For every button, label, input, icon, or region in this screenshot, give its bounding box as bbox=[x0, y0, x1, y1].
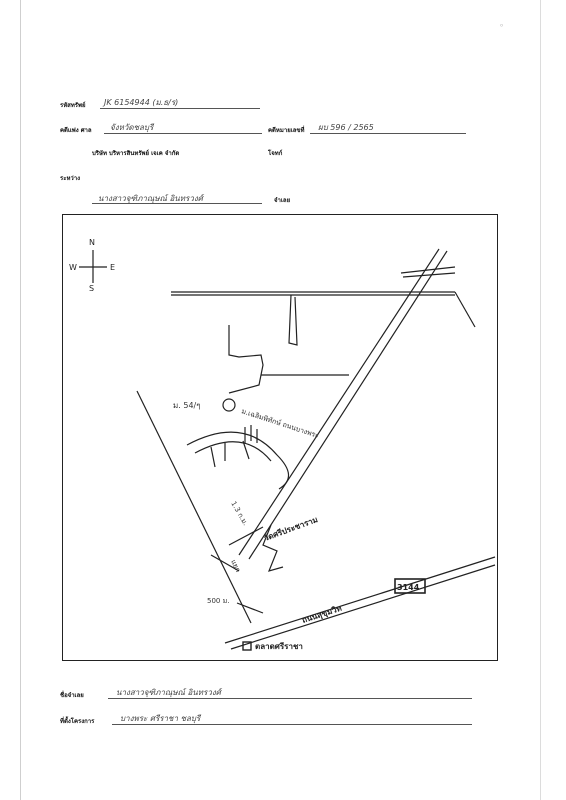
defendant-name-underline bbox=[108, 698, 472, 699]
property-marker bbox=[223, 399, 235, 411]
road-branch-right bbox=[455, 292, 475, 327]
compass-east: E bbox=[110, 263, 116, 272]
label-highway: ถนนสุขุมวิท bbox=[300, 603, 343, 625]
between-underline bbox=[92, 203, 262, 204]
defendant-role: จำเลย bbox=[274, 197, 291, 204]
court-underline bbox=[104, 133, 262, 134]
label-road-name: ม.เฉลิมพิทักษ์ ถนนบางพระ bbox=[240, 407, 320, 440]
compass-south: S bbox=[89, 284, 95, 293]
between-label: ระหว่าง bbox=[60, 175, 81, 182]
case-no-label: คดีหมายเลขที่ bbox=[268, 127, 305, 134]
page-edge-right bbox=[540, 0, 541, 800]
location-map bbox=[62, 214, 498, 661]
label-temple: วัดศรีประชาราม bbox=[262, 515, 319, 543]
arrow-2 bbox=[237, 603, 263, 613]
contract-no-label: รหัสทรัพย์ bbox=[60, 102, 86, 109]
map-drawing bbox=[63, 215, 497, 660]
case-no-value: ผบ 596 / 2565 bbox=[318, 123, 374, 132]
corner-mark: ᵒ bbox=[500, 22, 504, 31]
court-label: คดีแพ่ง ศาล bbox=[60, 127, 92, 134]
label-distance-2: 500 ม. bbox=[207, 597, 230, 605]
label-route-no: 3144 bbox=[397, 583, 420, 592]
label-distance-1: 1.3 ก.ม. bbox=[229, 500, 250, 528]
contract-no-underline bbox=[100, 108, 260, 109]
road-curve bbox=[187, 432, 289, 489]
defendant-name-value: นางสาวจุฑิภาณุษณ์ อินทรวงศ์ bbox=[116, 688, 221, 697]
compass-north: N bbox=[89, 238, 95, 247]
plaintiff-name: บริษัท บริหารสินทรัพย์ เจเค จำกัด bbox=[92, 150, 180, 157]
road-spur bbox=[289, 295, 297, 345]
road-property-access bbox=[229, 325, 263, 393]
case-no-underline bbox=[310, 133, 466, 134]
arrow-1 bbox=[229, 527, 263, 545]
contract-no-value: JK 6154944 (ม.ธ/ร) bbox=[104, 98, 179, 107]
plaintiff-role: โจทก์ bbox=[268, 150, 283, 157]
page-edge-left bbox=[20, 0, 21, 800]
compass-west: W bbox=[69, 263, 77, 272]
between-value: นางสาวจุฑิภาณุษณ์ อินทรวงศ์ bbox=[98, 194, 203, 203]
label-market: ตลาดศรีราชา bbox=[255, 642, 303, 651]
label-property: ม. 54/ๆ bbox=[173, 401, 201, 410]
project-location-value: บางพระ ศรีราชา ชลบุรี bbox=[120, 714, 201, 723]
label-junction: แยก bbox=[229, 558, 242, 574]
highway-line bbox=[225, 557, 495, 643]
project-location-label: ที่ตั้งโครงการ bbox=[60, 718, 95, 725]
project-location-underline bbox=[112, 724, 472, 725]
court-value: จังหวัดชลบุรี bbox=[110, 123, 154, 132]
defendant-name-label: ชื่อจำเลย bbox=[60, 692, 84, 699]
